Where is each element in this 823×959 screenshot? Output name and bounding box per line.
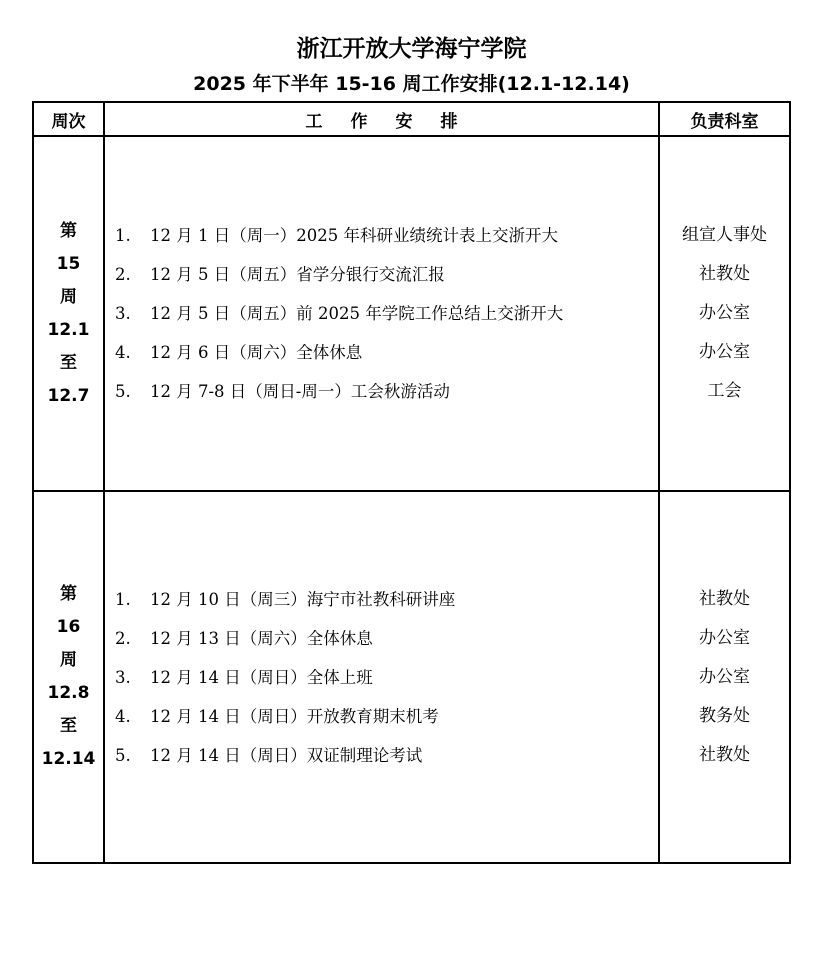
week-line: 至 bbox=[60, 716, 77, 736]
work-item bbox=[105, 372, 658, 411]
item-number: 5. bbox=[115, 382, 131, 401]
week-line: 16 bbox=[56, 617, 81, 637]
work-item bbox=[105, 294, 658, 333]
item-text: 12 月 7-8 日（周日-周一）工会秋游活动 bbox=[150, 382, 450, 401]
work-items-cell bbox=[104, 491, 659, 863]
week-cell bbox=[33, 491, 104, 863]
document-title: 浙江开放大学海宁学院 bbox=[296, 36, 527, 62]
dept-name: 组宣人事处 bbox=[682, 225, 767, 245]
week-line: 12.1 bbox=[47, 319, 90, 340]
dept-cell bbox=[659, 136, 790, 491]
week-row-16 bbox=[33, 491, 790, 863]
week-line: 周 bbox=[60, 650, 77, 670]
document-subtitle: 2025 年下半年 15-16 周工作安排(12.1-12.14) bbox=[193, 73, 630, 95]
item-text: 12 月 10 日（周三）海宁市社教科研讲座 bbox=[150, 589, 456, 609]
work-item bbox=[105, 216, 658, 255]
item-text: 12 月 14 日（周日）双证制理论考试 bbox=[150, 745, 423, 765]
item-number: 2. bbox=[115, 628, 131, 648]
week-row-15 bbox=[33, 136, 790, 491]
item-number: 1. bbox=[115, 589, 131, 609]
work-item bbox=[105, 697, 658, 736]
item-text: 12 月 1 日（周一）2025 年科研业绩统计表上交浙开大 bbox=[150, 226, 558, 245]
dept-name: 工会 bbox=[707, 381, 742, 401]
dept-name: 社教处 bbox=[699, 744, 750, 765]
dept-name: 办公室 bbox=[699, 666, 750, 687]
header-week: 周次 bbox=[33, 102, 104, 136]
dept-name: 办公室 bbox=[699, 303, 750, 323]
week-line: 第 bbox=[60, 220, 77, 241]
work-item bbox=[105, 736, 658, 775]
dept-name: 办公室 bbox=[699, 342, 750, 362]
item-number: 5. bbox=[115, 745, 131, 765]
item-number: 4. bbox=[115, 343, 131, 362]
work-item bbox=[105, 580, 658, 619]
item-number: 2. bbox=[115, 265, 131, 284]
week-line: 周 bbox=[60, 286, 77, 307]
item-text: 12 月 5 日（周五）省学分银行交流汇报 bbox=[150, 265, 445, 284]
item-number: 4. bbox=[115, 706, 131, 726]
work-item bbox=[105, 658, 658, 697]
dept-name: 社教处 bbox=[699, 588, 750, 609]
work-item bbox=[105, 333, 658, 372]
work-item bbox=[105, 255, 658, 294]
schedule-table bbox=[32, 101, 791, 864]
header-dept: 负责科室 bbox=[659, 102, 790, 136]
week-line: 15 bbox=[56, 253, 81, 274]
item-number: 1. bbox=[115, 226, 131, 245]
dept-name: 教务处 bbox=[699, 705, 750, 726]
week-line: 第 bbox=[60, 584, 77, 604]
item-number: 3. bbox=[115, 304, 131, 323]
dept-name: 社教处 bbox=[699, 264, 750, 284]
week-line: 12.7 bbox=[47, 385, 90, 406]
item-text: 12 月 5 日（周五）前 2025 年学院工作总结上交浙开大 bbox=[150, 304, 564, 323]
item-text: 12 月 6 日（周六）全体休息 bbox=[150, 343, 363, 362]
header-work: 工作安排 bbox=[104, 102, 659, 136]
dept-name: 办公室 bbox=[699, 627, 750, 648]
week-line: 12.14 bbox=[41, 749, 96, 769]
week-line: 12.8 bbox=[47, 683, 90, 703]
dept-cell bbox=[659, 491, 790, 863]
week-cell bbox=[33, 136, 104, 491]
item-text: 12 月 14 日（周日）全体上班 bbox=[150, 667, 373, 687]
item-text: 12 月 14 日（周日）开放教育期末机考 bbox=[150, 706, 439, 726]
item-number: 3. bbox=[115, 667, 131, 687]
item-text: 12 月 13 日（周六）全体休息 bbox=[150, 628, 373, 648]
week-line: 至 bbox=[60, 352, 77, 373]
work-items-cell bbox=[104, 136, 659, 491]
work-item bbox=[105, 619, 658, 658]
header-row bbox=[33, 102, 790, 136]
